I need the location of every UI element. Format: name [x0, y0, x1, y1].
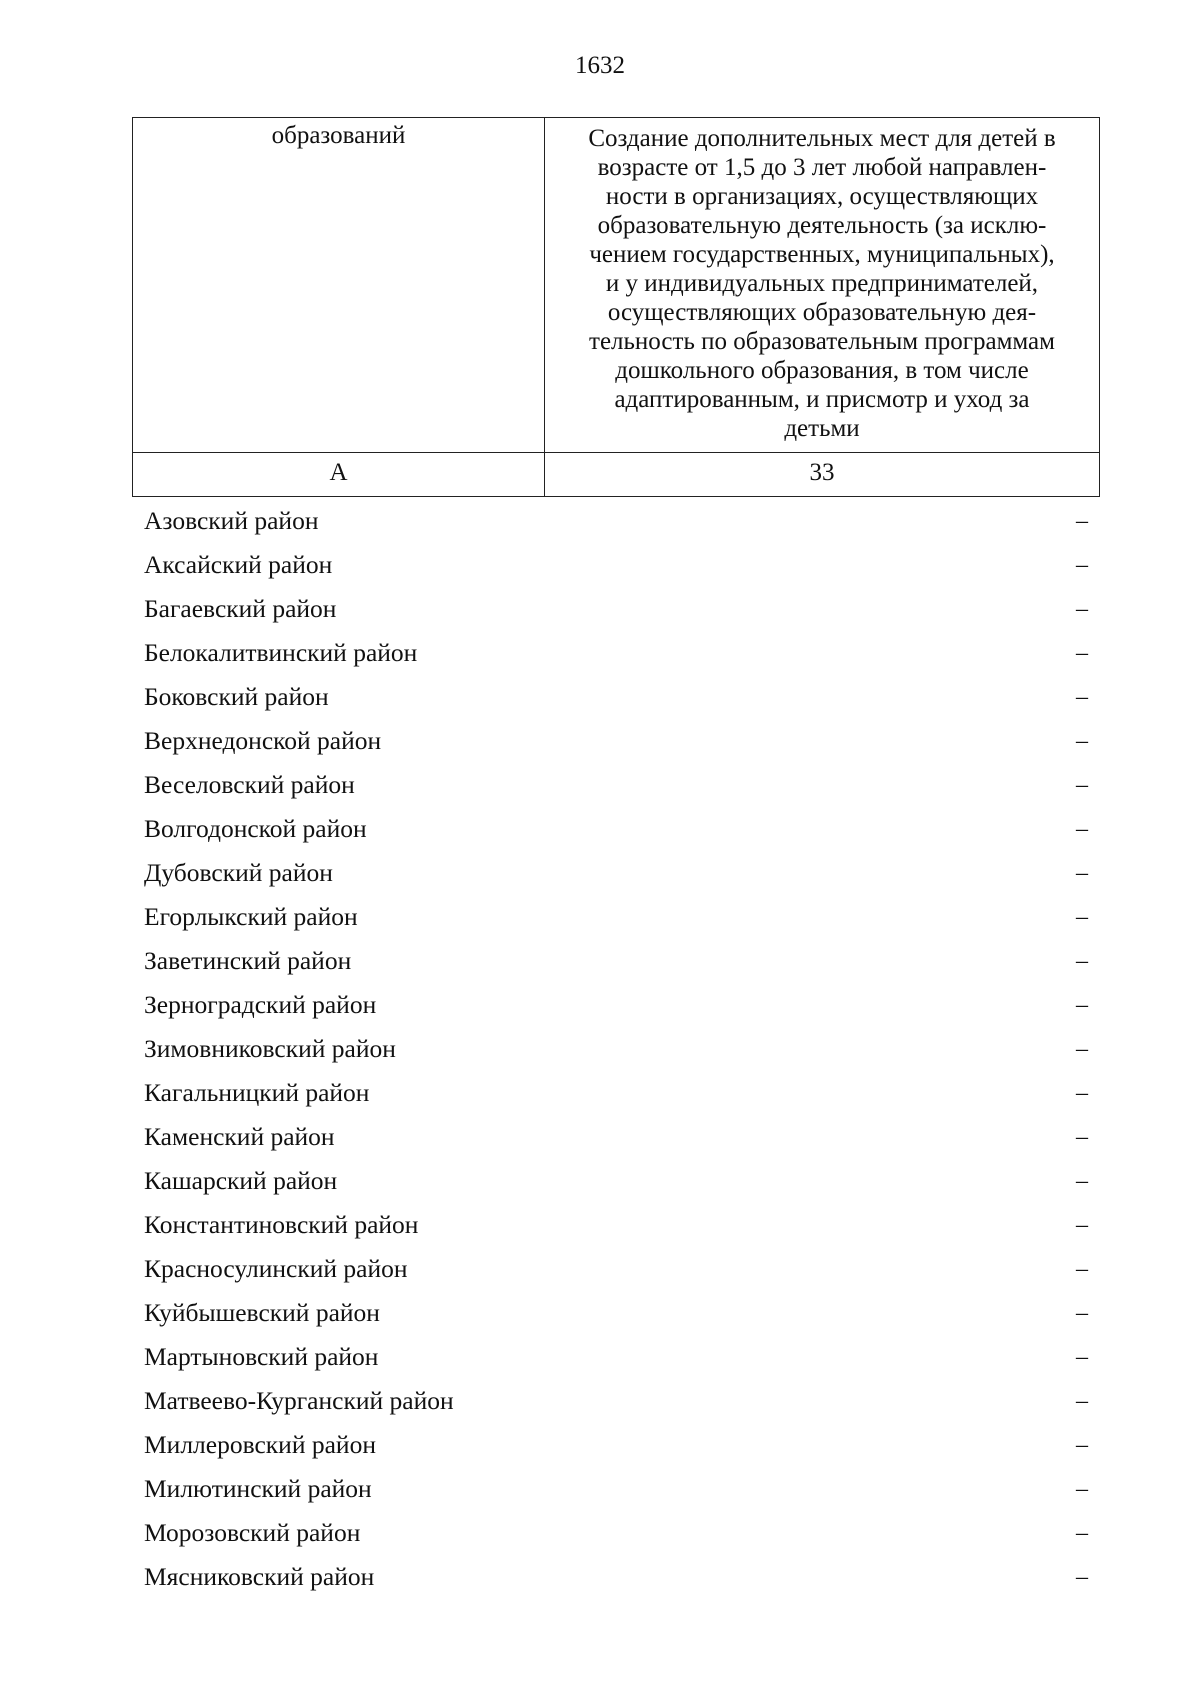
table-row [144, 1423, 1090, 1467]
header-right-text [545, 118, 1099, 443]
district-name: Куйбышевский район [144, 1298, 380, 1327]
district-value: – [1076, 1211, 1088, 1238]
table-header-row [133, 118, 1100, 453]
district-value: – [1076, 1123, 1088, 1150]
table-row [144, 939, 1090, 983]
table-row [144, 1027, 1090, 1071]
header-right-line: адаптированным, и присмотр и уход за [614, 386, 1030, 413]
table-row [144, 1467, 1090, 1511]
header-right-line: образовательную деятельность (за исклю- [597, 212, 1047, 239]
district-name: Красносулинский район [144, 1254, 408, 1283]
table-row [144, 1335, 1090, 1379]
table-row [144, 1511, 1090, 1555]
table-row [144, 1203, 1090, 1247]
table-row [144, 631, 1090, 675]
header-cell-territory [133, 118, 545, 453]
table-row [144, 719, 1090, 763]
table-row [144, 1071, 1090, 1115]
table-row [144, 499, 1090, 543]
district-name: Миллеровский район [144, 1430, 376, 1459]
page-number: 1632 [575, 52, 625, 79]
district-value: – [1076, 1431, 1088, 1458]
district-value: – [1076, 859, 1088, 886]
table-row [144, 851, 1090, 895]
header-right-line: осуществляющих образовательную дея- [607, 299, 1037, 326]
table-row [144, 1247, 1090, 1291]
district-name: Каменский район [144, 1122, 335, 1151]
district-name: Константиновский район [144, 1210, 419, 1239]
district-value: – [1076, 771, 1088, 798]
table-row [144, 675, 1090, 719]
district-name: Кашарский район [144, 1166, 338, 1195]
district-name: Заветинский район [144, 946, 352, 975]
header-right-line: чением государственных, муниципальных), [589, 241, 1055, 268]
district-list [144, 499, 1090, 1599]
district-name: Егорлыкский район [144, 902, 358, 931]
district-value: – [1076, 1563, 1088, 1590]
district-value: – [1076, 1475, 1088, 1502]
column-index-a: А [133, 453, 545, 497]
district-name: Кагальницкий район [144, 1078, 370, 1107]
district-value: – [1076, 551, 1088, 578]
district-name: Веселовский район [144, 770, 355, 799]
district-name: Азовский район [144, 506, 319, 535]
table-header [132, 117, 1100, 497]
district-name: Милютинский район [144, 1474, 372, 1503]
district-name: Мясниковский район [144, 1562, 375, 1591]
district-name: Боковский район [144, 682, 329, 711]
district-value: – [1076, 815, 1088, 842]
header-right-line: Создание дополнительных мест для детей в [588, 125, 1056, 152]
district-value: – [1076, 1387, 1088, 1414]
district-value: – [1076, 1255, 1088, 1282]
header-right-line: и у индивидуальных предпринимателей, [605, 270, 1039, 297]
district-name: Дубовский район [144, 858, 333, 887]
table-row [144, 807, 1090, 851]
table-row [144, 543, 1090, 587]
column-index-row [133, 453, 1100, 497]
district-name: Мартыновский район [144, 1342, 379, 1371]
district-value: – [1076, 1079, 1088, 1106]
district-name: Морозовский район [144, 1518, 361, 1547]
column-index-33: 33 [545, 453, 1100, 497]
header-right-line: тельность по образовательным программам [589, 328, 1055, 355]
district-value: – [1076, 1167, 1088, 1194]
district-name: Аксайский район [144, 550, 333, 579]
table-row [144, 1555, 1090, 1599]
header-right-line: детьми [784, 415, 860, 442]
table-row [144, 1291, 1090, 1335]
header-right-line: возрасте от 1,5 до 3 лет любой направлен- [597, 154, 1047, 181]
district-value: – [1076, 639, 1088, 666]
district-value: – [1076, 1035, 1088, 1062]
header-right-line: дошкольного образования, в том числе [615, 357, 1029, 384]
district-name: Верхнедонской район [144, 726, 382, 755]
district-name: Волгодонской район [144, 814, 367, 843]
district-value: – [1076, 1343, 1088, 1370]
table-row [144, 895, 1090, 939]
district-name: Багаевский район [144, 594, 337, 623]
header-left-text: образований [271, 122, 406, 149]
table-row [144, 763, 1090, 807]
table-row [144, 983, 1090, 1027]
table-row [144, 1115, 1090, 1159]
district-value: – [1076, 991, 1088, 1018]
table-row [144, 587, 1090, 631]
district-name: Матвеево-Курганский район [144, 1386, 454, 1415]
header-cell-indicator [545, 118, 1100, 453]
district-value: – [1076, 595, 1088, 622]
district-value: – [1076, 683, 1088, 710]
header-right-line: ности в организациях, осуществляющих [605, 183, 1039, 210]
district-value: – [1076, 1519, 1088, 1546]
table-row [144, 1379, 1090, 1423]
district-value: – [1076, 947, 1088, 974]
district-value: – [1076, 507, 1088, 534]
district-value: – [1076, 903, 1088, 930]
district-value: – [1076, 727, 1088, 754]
table-row [144, 1159, 1090, 1203]
district-value: – [1076, 1299, 1088, 1326]
district-name: Зерноградский район [144, 990, 377, 1019]
district-name: Белокалитвинский район [144, 638, 418, 667]
district-name: Зимовниковский район [144, 1034, 396, 1063]
